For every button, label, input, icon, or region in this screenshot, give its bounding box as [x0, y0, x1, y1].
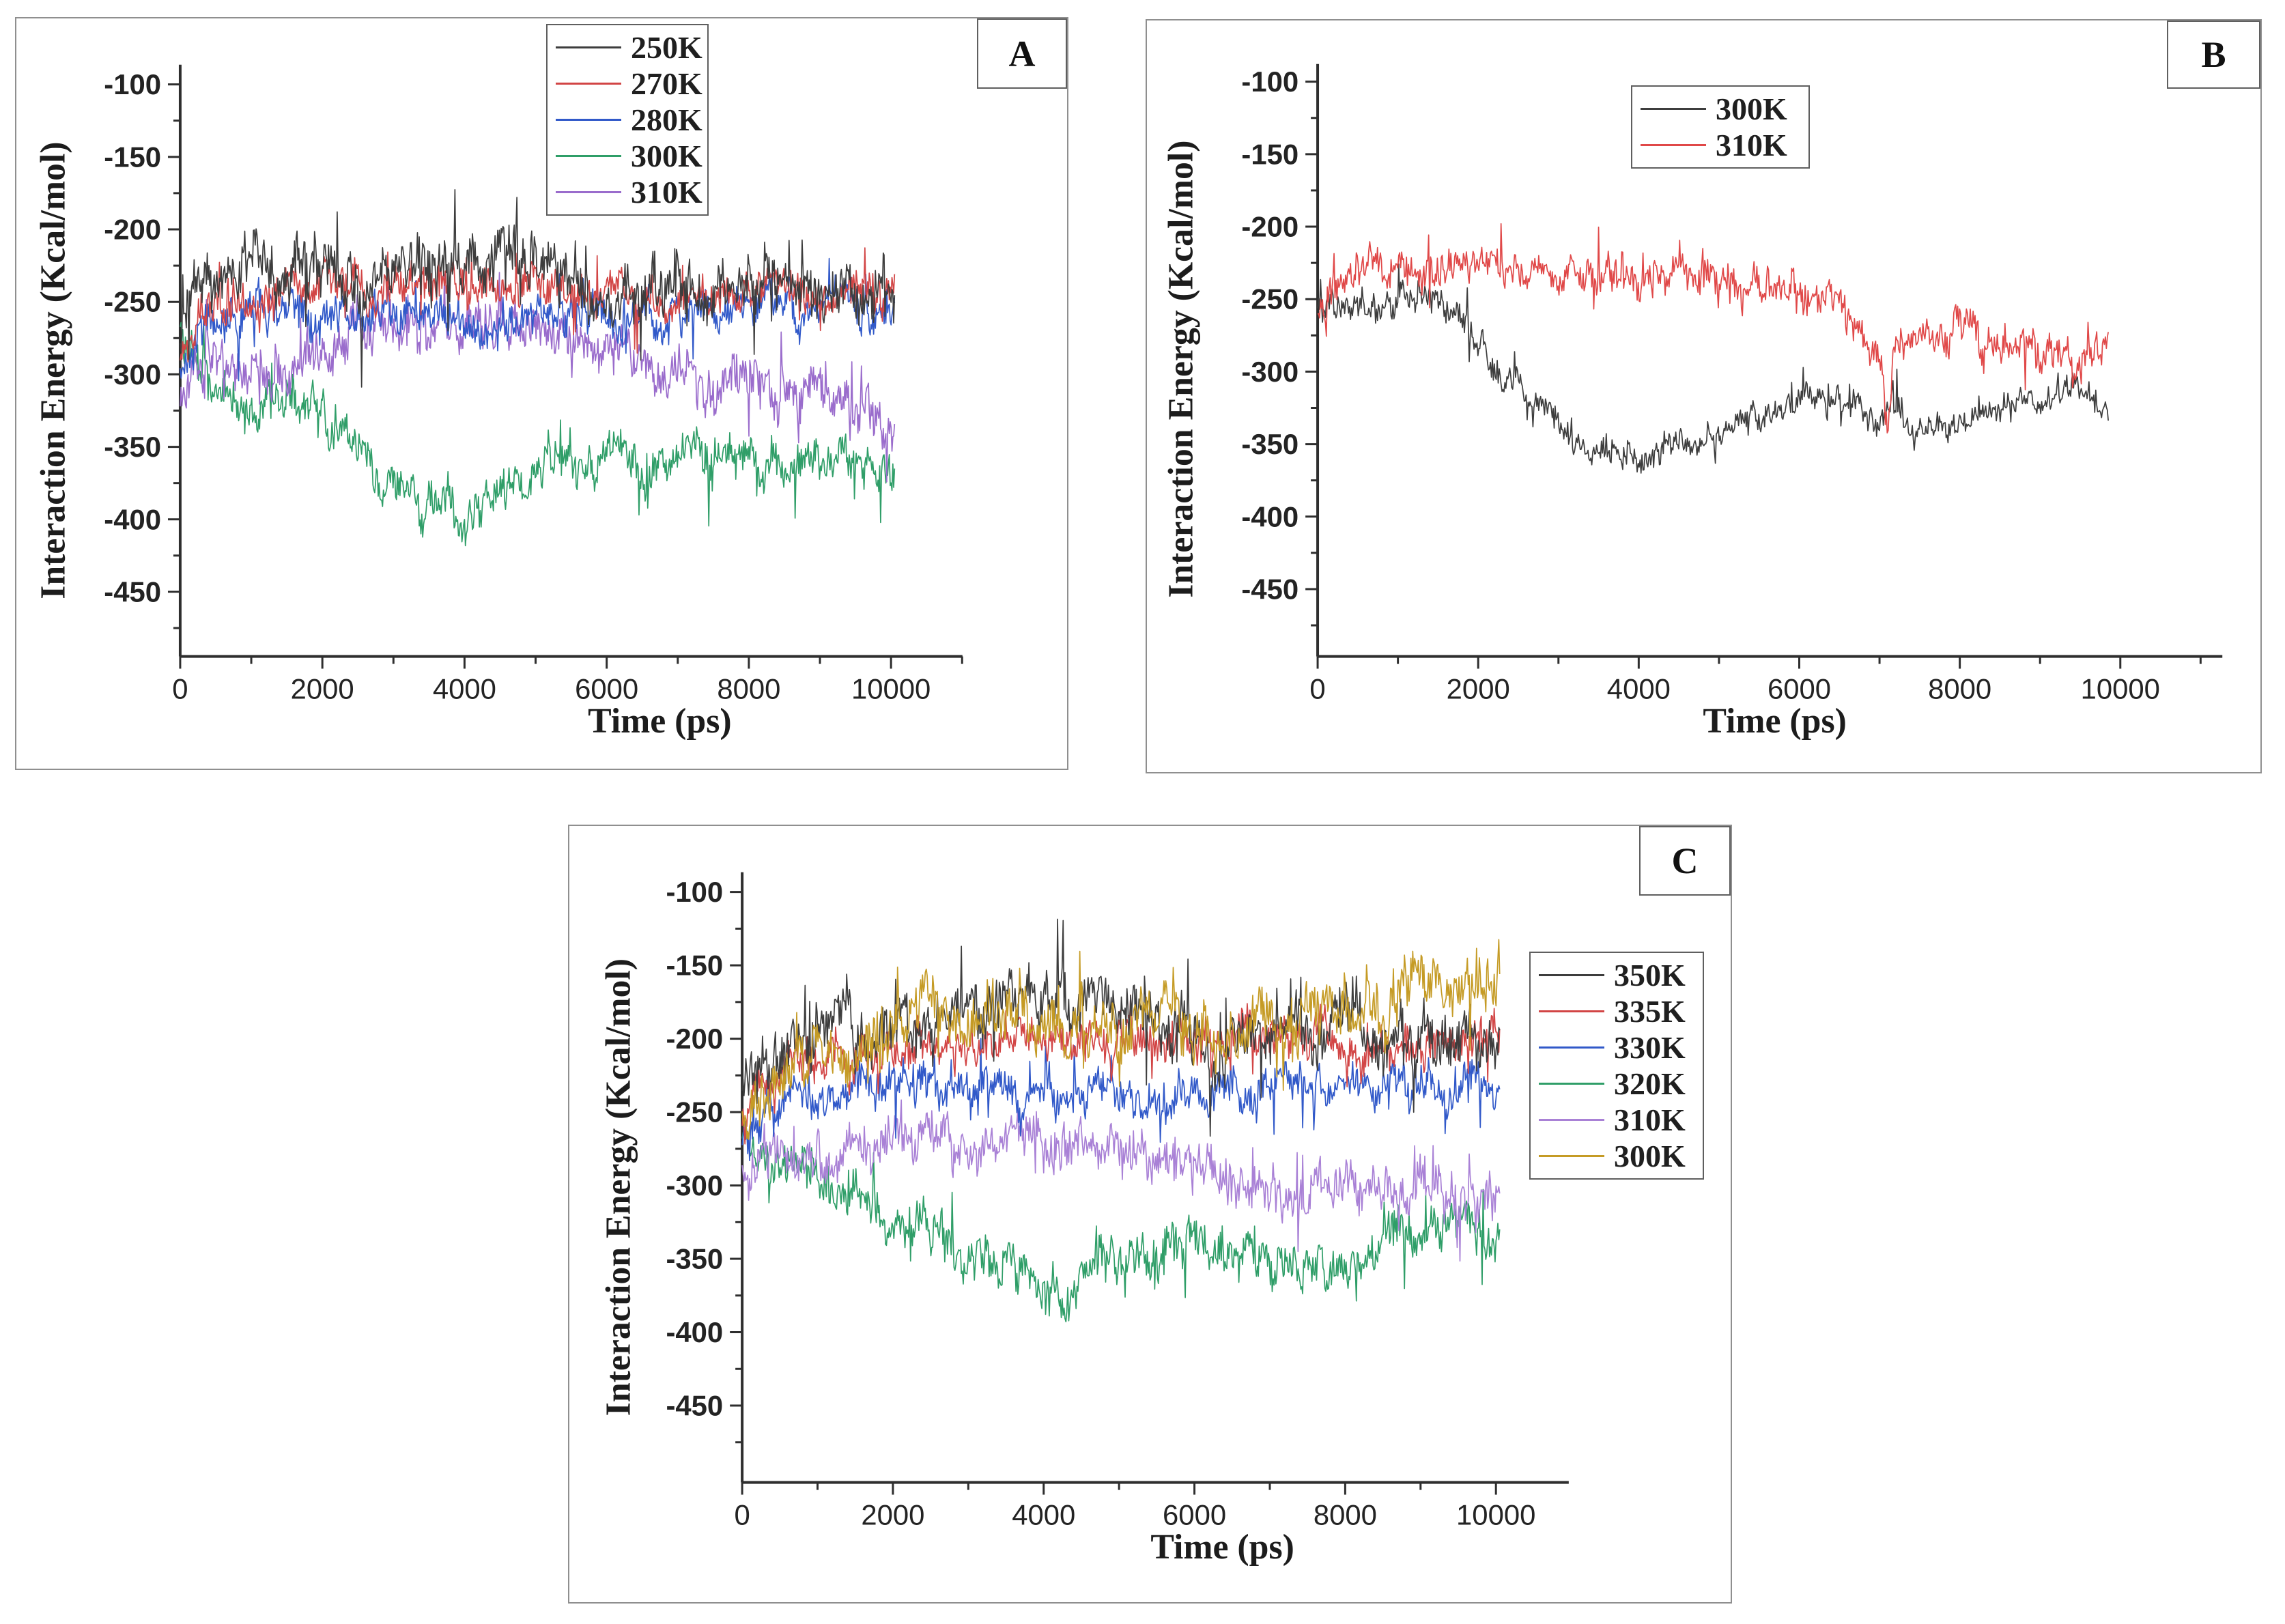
legend-entry-350K: [1539, 957, 1694, 993]
x-tick-label: 8000: [717, 672, 781, 705]
x-tick-label: 10000: [2080, 672, 2160, 705]
x-tick-label: 8000: [1313, 1498, 1377, 1531]
legend-label: 310K: [631, 174, 702, 210]
legend-entry-310K: [556, 174, 702, 210]
x-axis-title: Time (ps): [1150, 1528, 1294, 1567]
panel-a: [15, 17, 1068, 770]
series-300K: [1318, 264, 2108, 473]
x-tick-label: 4000: [1606, 672, 1671, 705]
series-group: [1318, 224, 2108, 473]
series-320K: [742, 1125, 1500, 1322]
x-tick-label: 6000: [1767, 672, 1832, 705]
legend-entry-300K: [1539, 1138, 1694, 1174]
legend-label: 330K: [1614, 1029, 1686, 1065]
y-tick-label: -450: [666, 1389, 724, 1422]
x-tick-label: 10000: [1456, 1498, 1536, 1531]
legend-line-swatch: [1641, 108, 1706, 110]
y-tick-label: -100: [104, 68, 162, 101]
legend-a: [546, 24, 709, 216]
x-tick-label: 4000: [1012, 1498, 1076, 1531]
y-tick-label: -400: [1241, 500, 1299, 533]
legend-line-swatch: [1641, 144, 1706, 146]
y-tick-label: -300: [1241, 355, 1299, 388]
series-310K: [1318, 224, 2108, 433]
axes: [742, 872, 1569, 1483]
series-group: [180, 190, 894, 546]
y-tick-label: -250: [1241, 283, 1299, 315]
legend-label: 300K: [631, 138, 702, 173]
legend-entry-310K: [1539, 1102, 1694, 1138]
series-300K: [180, 322, 894, 545]
y-tick-label: -300: [104, 358, 162, 390]
x-tick-label: 4000: [432, 672, 496, 705]
y-tick-label: -450: [104, 575, 162, 608]
panel-a-label-box: [977, 18, 1067, 89]
x-tick-label: 6000: [575, 672, 639, 705]
y-tick-label: -350: [666, 1242, 724, 1275]
panel-b: [1146, 19, 2262, 773]
legend-label: 300K: [1614, 1138, 1686, 1173]
y-tick-label: -250: [104, 285, 162, 318]
y-tick-label: -200: [1241, 210, 1299, 243]
legend-label: 300K: [1716, 91, 1787, 126]
panel-b-label-box: [2167, 20, 2260, 89]
legend-entry-280K: [556, 102, 702, 138]
legend-label: 320K: [1614, 1066, 1686, 1101]
legend-entry-270K: [556, 66, 702, 102]
x-tick-label: 10000: [851, 672, 931, 705]
legend-label: 335K: [1614, 993, 1686, 1029]
panel-a-label: A: [1008, 33, 1036, 74]
legend-entry-335K: [1539, 993, 1694, 1029]
legend-line-swatch: [1539, 1046, 1604, 1049]
legend-line-swatch: [1539, 1119, 1604, 1121]
chart-c: [569, 826, 1731, 1602]
legend-b: [1631, 85, 1810, 169]
x-tick-label: 8000: [1928, 672, 1992, 705]
y-tick-label: -200: [104, 213, 162, 246]
series-group: [742, 919, 1500, 1322]
x-tick-label: 6000: [1163, 1498, 1227, 1531]
legend-label: 270K: [631, 66, 702, 101]
panel-c-label: C: [1671, 840, 1699, 881]
y-axis-title: Interaction Energy (Kcal/mol): [599, 958, 638, 1416]
y-tick-label: -200: [666, 1023, 724, 1055]
legend-line-swatch: [1539, 1010, 1604, 1012]
legend-entry-250K: [556, 29, 702, 66]
legend-line-swatch: [556, 191, 621, 193]
y-tick-label: -250: [666, 1096, 724, 1128]
x-tick-label: 2000: [861, 1498, 925, 1531]
y-tick-label: -300: [666, 1169, 724, 1202]
x-tick-label: 0: [734, 1498, 750, 1531]
y-tick-label: -450: [1241, 573, 1299, 606]
y-tick-label: -350: [104, 431, 162, 464]
legend-line-swatch: [556, 83, 621, 85]
series-300K: [742, 940, 1500, 1140]
x-axis-title: Time (ps): [588, 702, 732, 741]
y-tick-label: -150: [666, 949, 724, 982]
legend-entry-310K: [1641, 127, 1800, 163]
legend-entry-300K: [556, 138, 702, 174]
y-tick-label: -150: [104, 141, 162, 173]
y-tick-label: -100: [666, 876, 724, 909]
chart-a: [16, 18, 1067, 769]
x-axis-title: Time (ps): [1703, 702, 1847, 741]
y-tick-label: -100: [1241, 66, 1299, 98]
panel-c-label-box: [1639, 826, 1731, 896]
legend-c: [1529, 952, 1704, 1180]
series-350K: [742, 919, 1500, 1136]
legend-label: 250K: [631, 29, 702, 65]
x-tick-label: 0: [1309, 672, 1326, 705]
y-tick-label: -400: [666, 1316, 724, 1349]
legend-label: 310K: [1716, 127, 1787, 162]
legend-entry-320K: [1539, 1066, 1694, 1102]
legend-entry-330K: [1539, 1029, 1694, 1066]
legend-entry-300K: [1641, 91, 1800, 127]
x-tick-label: 2000: [1446, 672, 1510, 705]
x-tick-label: 2000: [290, 672, 354, 705]
y-axis-title: Interaction Energy (Kcal/mol): [1161, 140, 1201, 598]
legend-line-swatch: [1539, 1083, 1604, 1085]
legend-label: 310K: [1614, 1102, 1686, 1137]
panel-b-label: B: [2201, 34, 2226, 75]
legend-line-swatch: [556, 46, 621, 48]
panel-c: [568, 825, 1732, 1604]
y-tick-label: -400: [104, 503, 162, 536]
legend-line-swatch: [1539, 1155, 1604, 1157]
legend-label: 350K: [1614, 957, 1686, 993]
legend-line-swatch: [556, 155, 621, 157]
y-tick-label: -150: [1241, 138, 1299, 171]
x-tick-label: 0: [172, 672, 188, 705]
y-axis-title: Interaction Energy (Kcal/mol): [33, 141, 73, 599]
y-tick-label: -350: [1241, 428, 1299, 461]
legend-line-swatch: [556, 119, 621, 121]
legend-label: 280K: [631, 102, 702, 137]
legend-line-swatch: [1539, 974, 1604, 976]
